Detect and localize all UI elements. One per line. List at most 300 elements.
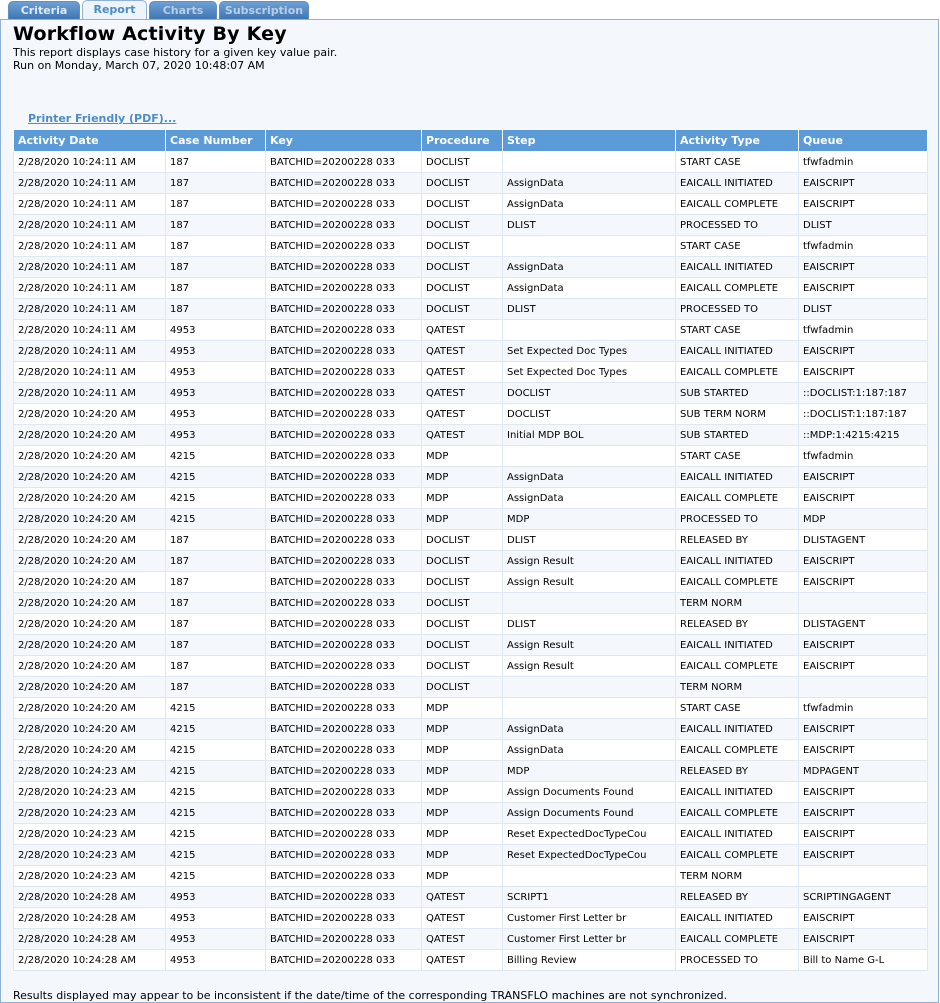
cell-queue: EAISCRIPT xyxy=(799,845,928,866)
cell-key: BATCHID=20200228 033 xyxy=(266,761,422,782)
cell-activity-date: 2/28/2020 10:24:23 AM xyxy=(14,782,166,803)
cell-activity-type: RELEASED BY xyxy=(676,530,799,551)
cell-activity-date: 2/28/2020 10:24:20 AM xyxy=(14,509,166,530)
cell-activity-date: 2/28/2020 10:24:11 AM xyxy=(14,236,166,257)
cell-procedure: DOCLIST xyxy=(422,656,503,677)
cell-key: BATCHID=20200228 033 xyxy=(266,425,422,446)
tab-subscription[interactable]: Subscription xyxy=(219,1,309,19)
cell-queue: EAISCRIPT xyxy=(799,824,928,845)
table-row xyxy=(14,194,928,215)
cell-step xyxy=(503,698,676,719)
cell-step: AssignData xyxy=(503,740,676,761)
cell-procedure: QATEST xyxy=(422,320,503,341)
cell-queue: EAISCRIPT xyxy=(799,782,928,803)
cell-case-number: 4215 xyxy=(166,782,266,803)
column-header-queue[interactable]: Queue xyxy=(799,130,928,152)
cell-key: BATCHID=20200228 033 xyxy=(266,551,422,572)
cell-procedure: MDP xyxy=(422,761,503,782)
cell-activity-type: SUB TERM NORM xyxy=(676,404,799,425)
cell-activity-date: 2/28/2020 10:24:11 AM xyxy=(14,320,166,341)
table-row xyxy=(14,908,928,929)
cell-step: DOCLIST xyxy=(503,383,676,404)
cell-case-number: 4215 xyxy=(166,719,266,740)
cell-queue: DLISTAGENT xyxy=(799,530,928,551)
table-body xyxy=(14,152,928,971)
cell-step: DLIST xyxy=(503,530,676,551)
cell-case-number: 4215 xyxy=(166,866,266,887)
table-row xyxy=(14,887,928,908)
cell-procedure: QATEST xyxy=(422,362,503,383)
cell-case-number: 4215 xyxy=(166,467,266,488)
cell-case-number: 187 xyxy=(166,614,266,635)
cell-procedure: MDP xyxy=(422,740,503,761)
cell-procedure: DOCLIST xyxy=(422,614,503,635)
cell-case-number: 4215 xyxy=(166,698,266,719)
cell-activity-date: 2/28/2020 10:24:20 AM xyxy=(14,467,166,488)
cell-activity-date: 2/28/2020 10:24:11 AM xyxy=(14,257,166,278)
cell-case-number: 187 xyxy=(166,299,266,320)
cell-case-number: 4215 xyxy=(166,446,266,467)
cell-key: BATCHID=20200228 033 xyxy=(266,929,422,950)
cell-activity-type: EAICALL INITIATED xyxy=(676,257,799,278)
cell-activity-date: 2/28/2020 10:24:20 AM xyxy=(14,656,166,677)
table-row xyxy=(14,593,928,614)
cell-case-number: 187 xyxy=(166,551,266,572)
cell-procedure: QATEST xyxy=(422,383,503,404)
table-row xyxy=(14,173,928,194)
cell-case-number: 187 xyxy=(166,194,266,215)
cell-step: Assign Result xyxy=(503,551,676,572)
cell-activity-type: EAICALL COMPLETE xyxy=(676,845,799,866)
cell-procedure: DOCLIST xyxy=(422,530,503,551)
table-row xyxy=(14,824,928,845)
cell-activity-date: 2/28/2020 10:24:20 AM xyxy=(14,530,166,551)
cell-activity-date: 2/28/2020 10:24:11 AM xyxy=(14,278,166,299)
cell-activity-type: TERM NORM xyxy=(676,593,799,614)
cell-key: BATCHID=20200228 033 xyxy=(266,719,422,740)
cell-case-number: 187 xyxy=(166,635,266,656)
cell-activity-type: EAICALL INITIATED xyxy=(676,341,799,362)
cell-key: BATCHID=20200228 033 xyxy=(266,656,422,677)
cell-case-number: 4215 xyxy=(166,509,266,530)
cell-key: BATCHID=20200228 033 xyxy=(266,236,422,257)
cell-case-number: 187 xyxy=(166,593,266,614)
table-row xyxy=(14,845,928,866)
cell-step: DLIST xyxy=(503,614,676,635)
cell-procedure: QATEST xyxy=(422,425,503,446)
cell-key: BATCHID=20200228 033 xyxy=(266,677,422,698)
table-row xyxy=(14,320,928,341)
cell-case-number: 4215 xyxy=(166,488,266,509)
table-row xyxy=(14,551,928,572)
cell-procedure: DOCLIST xyxy=(422,257,503,278)
cell-queue: EAISCRIPT xyxy=(799,551,928,572)
cell-key: BATCHID=20200228 033 xyxy=(266,803,422,824)
cell-activity-type: EAICALL COMPLETE xyxy=(676,572,799,593)
table-row xyxy=(14,257,928,278)
cell-procedure: QATEST xyxy=(422,404,503,425)
cell-queue: EAISCRIPT xyxy=(799,173,928,194)
cell-procedure: DOCLIST xyxy=(422,215,503,236)
cell-queue: EAISCRIPT xyxy=(799,362,928,383)
cell-step: Set Expected Doc Types xyxy=(503,341,676,362)
printer-friendly-link[interactable]: Printer Friendly (PDF)... xyxy=(28,112,177,125)
cell-activity-type: START CASE xyxy=(676,152,799,173)
column-header-step[interactable]: Step xyxy=(503,130,676,152)
cell-case-number: 187 xyxy=(166,530,266,551)
cell-activity-date: 2/28/2020 10:24:20 AM xyxy=(14,425,166,446)
cell-case-number: 187 xyxy=(166,257,266,278)
cell-procedure: DOCLIST xyxy=(422,635,503,656)
cell-case-number: 187 xyxy=(166,236,266,257)
cell-step xyxy=(503,593,676,614)
cell-queue: EAISCRIPT xyxy=(799,257,928,278)
cell-key: BATCHID=20200228 033 xyxy=(266,740,422,761)
cell-activity-type: SUB STARTED xyxy=(676,383,799,404)
cell-case-number: 187 xyxy=(166,173,266,194)
cell-procedure: DOCLIST xyxy=(422,677,503,698)
cell-queue xyxy=(799,593,928,614)
cell-case-number: 4953 xyxy=(166,383,266,404)
cell-step: MDP xyxy=(503,761,676,782)
cell-activity-type: START CASE xyxy=(676,320,799,341)
cell-queue: tfwfadmin xyxy=(799,698,928,719)
cell-case-number: 4953 xyxy=(166,404,266,425)
cell-queue: ::DOCLIST:1:187:187 xyxy=(799,404,928,425)
cell-step: DLIST xyxy=(503,215,676,236)
cell-key: BATCHID=20200228 033 xyxy=(266,845,422,866)
cell-procedure: MDP xyxy=(422,845,503,866)
cell-key: BATCHID=20200228 033 xyxy=(266,824,422,845)
cell-case-number: 187 xyxy=(166,278,266,299)
cell-activity-type: PROCESSED TO xyxy=(676,215,799,236)
cell-queue: ::MDP:1:4215:4215 xyxy=(799,425,928,446)
cell-step: Customer First Letter br xyxy=(503,929,676,950)
cell-activity-date: 2/28/2020 10:24:11 AM xyxy=(14,152,166,173)
cell-case-number: 4953 xyxy=(166,362,266,383)
cell-queue: EAISCRIPT xyxy=(799,803,928,824)
cell-step: DOCLIST xyxy=(503,404,676,425)
cell-activity-date: 2/28/2020 10:24:23 AM xyxy=(14,803,166,824)
cell-procedure: DOCLIST xyxy=(422,236,503,257)
cell-key: BATCHID=20200228 033 xyxy=(266,866,422,887)
table-row xyxy=(14,761,928,782)
cell-queue: EAISCRIPT xyxy=(799,341,928,362)
cell-activity-date: 2/28/2020 10:24:23 AM xyxy=(14,761,166,782)
cell-key: BATCHID=20200228 033 xyxy=(266,362,422,383)
cell-case-number: 4953 xyxy=(166,341,266,362)
cell-key: BATCHID=20200228 033 xyxy=(266,320,422,341)
table-row xyxy=(14,929,928,950)
cell-activity-date: 2/28/2020 10:24:11 AM xyxy=(14,299,166,320)
cell-queue: SCRIPTINGAGENT xyxy=(799,887,928,908)
cell-step: Assign Result xyxy=(503,572,676,593)
cell-queue: tfwfadmin xyxy=(799,446,928,467)
cell-step: AssignData xyxy=(503,719,676,740)
cell-activity-type: EAICALL INITIATED xyxy=(676,551,799,572)
cell-key: BATCHID=20200228 033 xyxy=(266,593,422,614)
cell-procedure: MDP xyxy=(422,719,503,740)
cell-activity-type: RELEASED BY xyxy=(676,614,799,635)
table-row xyxy=(14,698,928,719)
column-header-activity-type[interactable]: Activity Type xyxy=(676,130,799,152)
cell-key: BATCHID=20200228 033 xyxy=(266,782,422,803)
cell-case-number: 187 xyxy=(166,656,266,677)
cell-activity-date: 2/28/2020 10:24:20 AM xyxy=(14,488,166,509)
cell-activity-date: 2/28/2020 10:24:11 AM xyxy=(14,173,166,194)
cell-procedure: DOCLIST xyxy=(422,572,503,593)
tab-report[interactable]: Report xyxy=(82,0,147,20)
cell-activity-type: RELEASED BY xyxy=(676,761,799,782)
cell-key: BATCHID=20200228 033 xyxy=(266,509,422,530)
cell-procedure: MDP xyxy=(422,866,503,887)
table-row xyxy=(14,509,928,530)
cell-key: BATCHID=20200228 033 xyxy=(266,278,422,299)
table-row xyxy=(14,719,928,740)
cell-activity-date: 2/28/2020 10:24:20 AM xyxy=(14,719,166,740)
cell-case-number: 4215 xyxy=(166,761,266,782)
cell-activity-type: EAICALL INITIATED xyxy=(676,824,799,845)
cell-activity-date: 2/28/2020 10:24:20 AM xyxy=(14,614,166,635)
cell-key: BATCHID=20200228 033 xyxy=(266,698,422,719)
cell-step: MDP xyxy=(503,509,676,530)
cell-key: BATCHID=20200228 033 xyxy=(266,614,422,635)
table-row xyxy=(14,215,928,236)
table-row xyxy=(14,635,928,656)
cell-case-number: 4953 xyxy=(166,320,266,341)
cell-step xyxy=(503,677,676,698)
cell-key: BATCHID=20200228 033 xyxy=(266,215,422,236)
cell-case-number: 4215 xyxy=(166,845,266,866)
cell-procedure: DOCLIST xyxy=(422,194,503,215)
cell-procedure: QATEST xyxy=(422,929,503,950)
cell-step: Set Expected Doc Types xyxy=(503,362,676,383)
table-row xyxy=(14,572,928,593)
cell-queue: EAISCRIPT xyxy=(799,635,928,656)
cell-key: BATCHID=20200228 033 xyxy=(266,950,422,971)
cell-queue: DLIST xyxy=(799,299,928,320)
cell-step: AssignData xyxy=(503,194,676,215)
cell-procedure: MDP xyxy=(422,698,503,719)
cell-activity-type: RELEASED BY xyxy=(676,887,799,908)
cell-queue: EAISCRIPT xyxy=(799,740,928,761)
cell-key: BATCHID=20200228 033 xyxy=(266,152,422,173)
cell-queue: EAISCRIPT xyxy=(799,572,928,593)
cell-activity-type: PROCESSED TO xyxy=(676,950,799,971)
column-header-activity-date[interactable]: Activity Date xyxy=(14,130,166,152)
cell-step xyxy=(503,446,676,467)
cell-case-number: 4215 xyxy=(166,740,266,761)
cell-queue: EAISCRIPT xyxy=(799,929,928,950)
cell-activity-date: 2/28/2020 10:24:20 AM xyxy=(14,740,166,761)
cell-case-number: 4215 xyxy=(166,803,266,824)
cell-procedure: DOCLIST xyxy=(422,593,503,614)
table-header-row xyxy=(14,130,928,152)
cell-activity-date: 2/28/2020 10:24:20 AM xyxy=(14,635,166,656)
cell-case-number: 4953 xyxy=(166,950,266,971)
report-title: Workflow Activity By Key xyxy=(13,23,287,45)
cell-procedure: DOCLIST xyxy=(422,551,503,572)
cell-queue: DLIST xyxy=(799,215,928,236)
report-description: This report displays case history for a given key value pair. xyxy=(13,46,338,59)
cell-case-number: 187 xyxy=(166,677,266,698)
table-row xyxy=(14,404,928,425)
table-row xyxy=(14,866,928,887)
cell-activity-date: 2/28/2020 10:24:20 AM xyxy=(14,404,166,425)
cell-activity-date: 2/28/2020 10:24:28 AM xyxy=(14,950,166,971)
cell-case-number: 4953 xyxy=(166,908,266,929)
tab-strip xyxy=(0,0,940,20)
cell-step xyxy=(503,236,676,257)
table-row xyxy=(14,278,928,299)
cell-procedure: MDP xyxy=(422,488,503,509)
activity-table xyxy=(13,129,928,971)
cell-queue xyxy=(799,866,928,887)
cell-activity-type: START CASE xyxy=(676,236,799,257)
cell-key: BATCHID=20200228 033 xyxy=(266,887,422,908)
cell-queue: MDPAGENT xyxy=(799,761,928,782)
cell-procedure: MDP xyxy=(422,782,503,803)
cell-activity-date: 2/28/2020 10:24:20 AM xyxy=(14,698,166,719)
table-row xyxy=(14,383,928,404)
cell-queue: EAISCRIPT xyxy=(799,908,928,929)
tab-criteria[interactable]: Criteria xyxy=(8,1,80,19)
cell-activity-type: PROCESSED TO xyxy=(676,509,799,530)
cell-queue: MDP xyxy=(799,509,928,530)
cell-activity-date: 2/28/2020 10:24:23 AM xyxy=(14,845,166,866)
table-row xyxy=(14,614,928,635)
cell-key: BATCHID=20200228 033 xyxy=(266,635,422,656)
cell-queue: tfwfadmin xyxy=(799,236,928,257)
cell-activity-date: 2/28/2020 10:24:11 AM xyxy=(14,383,166,404)
cell-step: Assign Documents Found xyxy=(503,803,676,824)
cell-step: Assign Documents Found xyxy=(503,782,676,803)
cell-activity-date: 2/28/2020 10:24:20 AM xyxy=(14,593,166,614)
cell-step: AssignData xyxy=(503,488,676,509)
cell-activity-type: TERM NORM xyxy=(676,677,799,698)
table-row xyxy=(14,782,928,803)
cell-activity-date: 2/28/2020 10:24:11 AM xyxy=(14,362,166,383)
cell-step: DLIST xyxy=(503,299,676,320)
cell-case-number: 4215 xyxy=(166,824,266,845)
cell-procedure: MDP xyxy=(422,509,503,530)
cell-activity-type: EAICALL INITIATED xyxy=(676,908,799,929)
cell-queue: EAISCRIPT xyxy=(799,194,928,215)
run-timestamp: Run on Monday, March 07, 2020 10:48:07 AM xyxy=(13,59,265,72)
cell-activity-date: 2/28/2020 10:24:20 AM xyxy=(14,572,166,593)
cell-activity-date: 2/28/2020 10:24:28 AM xyxy=(14,929,166,950)
cell-key: BATCHID=20200228 033 xyxy=(266,530,422,551)
cell-procedure: MDP xyxy=(422,824,503,845)
table-row xyxy=(14,656,928,677)
cell-activity-type: EAICALL INITIATED xyxy=(676,173,799,194)
cell-procedure: MDP xyxy=(422,803,503,824)
cell-activity-date: 2/28/2020 10:24:23 AM xyxy=(14,824,166,845)
cell-activity-type: EAICALL INITIATED xyxy=(676,719,799,740)
cell-queue: EAISCRIPT xyxy=(799,278,928,299)
cell-queue: EAISCRIPT xyxy=(799,719,928,740)
cell-key: BATCHID=20200228 033 xyxy=(266,299,422,320)
table-row xyxy=(14,362,928,383)
cell-key: BATCHID=20200228 033 xyxy=(266,404,422,425)
cell-activity-type: EAICALL COMPLETE xyxy=(676,194,799,215)
table-row xyxy=(14,152,928,173)
column-header-procedure[interactable]: Procedure xyxy=(422,130,503,152)
table-row xyxy=(14,740,928,761)
cell-key: BATCHID=20200228 033 xyxy=(266,341,422,362)
table-row xyxy=(14,530,928,551)
cell-activity-type: START CASE xyxy=(676,446,799,467)
cell-activity-type: START CASE xyxy=(676,698,799,719)
cell-procedure: QATEST xyxy=(422,908,503,929)
table-row xyxy=(14,299,928,320)
cell-step xyxy=(503,866,676,887)
cell-procedure: DOCLIST xyxy=(422,278,503,299)
cell-queue: tfwfadmin xyxy=(799,152,928,173)
cell-queue: EAISCRIPT xyxy=(799,656,928,677)
cell-case-number: 4953 xyxy=(166,425,266,446)
cell-step xyxy=(503,152,676,173)
tab-charts[interactable]: Charts xyxy=(149,1,217,19)
cell-activity-type: EAICALL INITIATED xyxy=(676,467,799,488)
cell-procedure: DOCLIST xyxy=(422,152,503,173)
cell-procedure: QATEST xyxy=(422,950,503,971)
cell-queue: tfwfadmin xyxy=(799,320,928,341)
cell-procedure: QATEST xyxy=(422,887,503,908)
cell-activity-date: 2/28/2020 10:24:23 AM xyxy=(14,866,166,887)
cell-case-number: 187 xyxy=(166,152,266,173)
cell-step: AssignData xyxy=(503,173,676,194)
cell-activity-type: EAICALL COMPLETE xyxy=(676,929,799,950)
cell-activity-date: 2/28/2020 10:24:20 AM xyxy=(14,446,166,467)
cell-activity-type: EAICALL COMPLETE xyxy=(676,656,799,677)
cell-procedure: MDP xyxy=(422,467,503,488)
cell-queue: ::DOCLIST:1:187:187 xyxy=(799,383,928,404)
cell-activity-date: 2/28/2020 10:24:28 AM xyxy=(14,908,166,929)
cell-queue: EAISCRIPT xyxy=(799,488,928,509)
cell-step: Initial MDP BOL xyxy=(503,425,676,446)
cell-activity-date: 2/28/2020 10:24:11 AM xyxy=(14,215,166,236)
cell-case-number: 4953 xyxy=(166,929,266,950)
cell-key: BATCHID=20200228 033 xyxy=(266,572,422,593)
cell-key: BATCHID=20200228 033 xyxy=(266,467,422,488)
cell-activity-type: EAICALL COMPLETE xyxy=(676,278,799,299)
cell-key: BATCHID=20200228 033 xyxy=(266,194,422,215)
sync-disclaimer: Results displayed may appear to be inconsistent if the date/time of the corresponding TRANSFLO machines are not synchronized. xyxy=(13,989,728,1002)
cell-activity-date: 2/28/2020 10:24:11 AM xyxy=(14,194,166,215)
cell-step: Customer First Letter br xyxy=(503,908,676,929)
cell-step: AssignData xyxy=(503,467,676,488)
table-row xyxy=(14,467,928,488)
cell-activity-date: 2/28/2020 10:24:28 AM xyxy=(14,887,166,908)
cell-activity-date: 2/28/2020 10:24:11 AM xyxy=(14,341,166,362)
cell-activity-type: EAICALL COMPLETE xyxy=(676,488,799,509)
cell-activity-type: PROCESSED TO xyxy=(676,299,799,320)
cell-activity-type: TERM NORM xyxy=(676,866,799,887)
cell-activity-type: SUB STARTED xyxy=(676,425,799,446)
table-row xyxy=(14,446,928,467)
cell-case-number: 187 xyxy=(166,572,266,593)
column-header-case-number[interactable]: Case Number xyxy=(166,130,266,152)
cell-activity-date: 2/28/2020 10:24:20 AM xyxy=(14,551,166,572)
cell-activity-type: EAICALL COMPLETE xyxy=(676,362,799,383)
table-row xyxy=(14,341,928,362)
cell-procedure: MDP xyxy=(422,446,503,467)
column-header-key[interactable]: Key xyxy=(266,130,422,152)
cell-step: AssignData xyxy=(503,257,676,278)
cell-queue: DLISTAGENT xyxy=(799,614,928,635)
table-row xyxy=(14,950,928,971)
